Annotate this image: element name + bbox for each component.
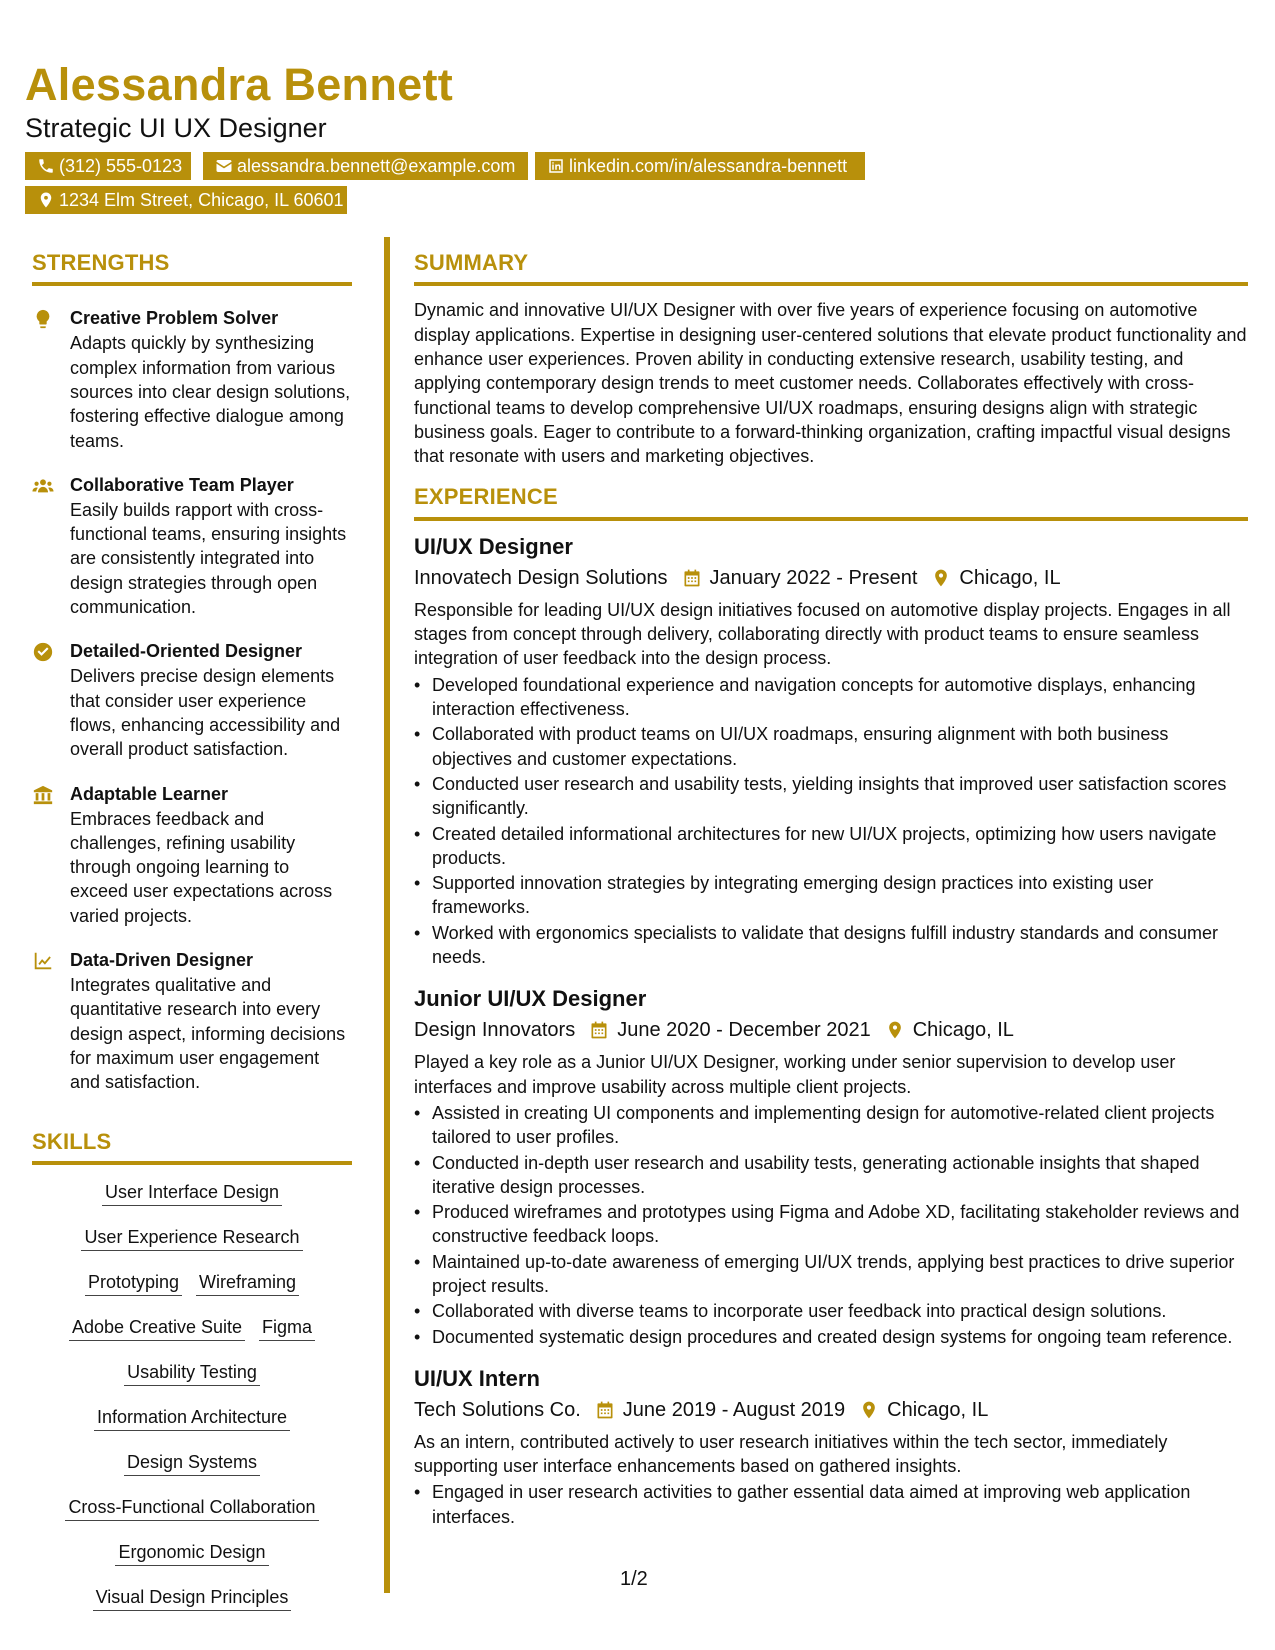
calendar-icon bbox=[682, 568, 702, 588]
job-dates: January 2022 - Present bbox=[709, 566, 918, 589]
skill-tag: Cross-Functional Collaboration bbox=[65, 1494, 318, 1521]
list-item: • Developed foundational experience and navigation concepts for automotive displays, enhancing interaction effectiveness. bbox=[414, 673, 1248, 722]
list-item: • Conducted in-depth user research and usability tests, generating actionable insights that shaped iterative design processes. bbox=[414, 1151, 1248, 1200]
linkedin-text: linkedin.com/in/alessandra-bennett bbox=[569, 156, 848, 176]
strength-title: Detailed-Oriented Designer bbox=[70, 641, 303, 662]
skill-row bbox=[32, 1314, 352, 1359]
phone-icon bbox=[37, 157, 55, 175]
email-text: alessandra.bennett@example.com bbox=[237, 156, 516, 176]
email-chip[interactable] bbox=[203, 152, 528, 180]
skill-tag: Usability Testing bbox=[124, 1359, 260, 1386]
job-description: Responsible for leading UI/UX design initiatives focused on automotive display projects. Engages in all stages from concept through delivery, collaborating directly with product teams to ensure seamless integration of user feedback into the design process. bbox=[414, 599, 1231, 669]
linkedin-chip[interactable] bbox=[535, 152, 865, 180]
skill-tag: Figma bbox=[259, 1314, 315, 1341]
job-dates: June 2019 - August 2019 bbox=[622, 1398, 846, 1421]
phone-text: (312) 555-0123 bbox=[59, 156, 183, 176]
list-item: • Documented systematic design procedures and created design systems for ongoing team reference. bbox=[414, 1325, 1248, 1349]
job-description: As an intern, contributed actively to user research initiatives within the tech sector, immediately supporting user interface enhancements based on gathered insights. bbox=[414, 1431, 1168, 1477]
strength-description: Integrates qualitative and quantitative research into every design aspect, informing decisions for maximum user engagement and satisfaction. bbox=[70, 975, 346, 1093]
skill-row bbox=[32, 1404, 352, 1449]
right-column bbox=[414, 250, 1248, 1529]
skill-row bbox=[32, 1179, 352, 1224]
job-title: UI/UX Designer bbox=[414, 533, 573, 559]
job-location: Chicago, IL bbox=[887, 1398, 989, 1421]
skill-row bbox=[32, 1269, 352, 1314]
job-bullets bbox=[414, 1101, 1248, 1349]
calendar-icon bbox=[589, 1020, 609, 1040]
skill-row bbox=[32, 1584, 352, 1629]
list-item: • Assisted in creating UI components and implementing design for automotive-related client projects tailored to user profiles. bbox=[414, 1101, 1248, 1150]
check-circle-icon bbox=[32, 641, 54, 663]
strength-title: Collaborative Team Player bbox=[70, 474, 294, 495]
envelope-icon bbox=[215, 157, 233, 175]
skill-row bbox=[32, 1494, 352, 1539]
strength-description: Adapts quickly by synthesizing complex information from various sources into clear design solutions, fostering effective dialogue among teams. bbox=[70, 333, 351, 451]
list-item: • Worked with ergonomics specialists to validate that designs fulfill industry standards and consumer needs. bbox=[414, 921, 1248, 970]
strength-item bbox=[32, 948, 352, 1094]
map-pin-icon bbox=[37, 191, 55, 209]
list-item: • Collaborated with product teams on UI/UX roadmaps, ensuring alignment with both business objectives and customer expectations. bbox=[414, 722, 1248, 771]
strength-item bbox=[32, 639, 352, 761]
job-title: UI/UX Intern bbox=[414, 1365, 540, 1391]
list-item: • Collaborated with diverse teams to incorporate user feedback into practical design solutions. bbox=[414, 1299, 1248, 1323]
strength-description: Easily builds rapport with cross-functional teams, ensuring insights are consistently integrated into design strategies through open communication. bbox=[70, 499, 347, 618]
column-divider bbox=[384, 237, 390, 1593]
skill-row bbox=[32, 1449, 352, 1494]
job-entry bbox=[414, 533, 1248, 969]
list-item: • Engaged in user research activities to gather essential data aimed at improving web application interfaces. bbox=[414, 1480, 1248, 1529]
skill-tag: Adobe Creative Suite bbox=[69, 1314, 245, 1341]
strength-title: Adaptable Learner bbox=[70, 783, 229, 804]
skill-tag: Visual Design Principles bbox=[93, 1584, 292, 1611]
skill-row bbox=[32, 1359, 352, 1404]
experience-heading: EXPERIENCE bbox=[414, 484, 1248, 520]
strength-item bbox=[32, 473, 352, 619]
chart-line-icon bbox=[32, 950, 54, 972]
job-description: Played a key role as a Junior UI/UX Designer, working under senior supervision to develop user interfaces and improve usability across multiple client projects. bbox=[414, 1052, 1176, 1097]
strength-item bbox=[32, 782, 352, 928]
institution-icon bbox=[32, 784, 54, 806]
list-item: • Created detailed informational architectures for new UI/UX projects, optimizing how users navigate products. bbox=[414, 822, 1248, 871]
list-item: • Produced wireframes and prototypes using Figma and Adobe XD, facilitating stakeholder reviews and constructive feedback loops. bbox=[414, 1200, 1248, 1249]
left-column bbox=[32, 250, 352, 1629]
skill-row bbox=[32, 1224, 352, 1269]
map-pin-icon bbox=[859, 1400, 879, 1420]
skill-tag: Information Architecture bbox=[94, 1404, 290, 1431]
phone-chip[interactable] bbox=[25, 152, 191, 180]
skill-tag: Design Systems bbox=[124, 1449, 260, 1476]
strength-title: Creative Problem Solver bbox=[70, 308, 279, 329]
job-bullets bbox=[414, 1480, 1248, 1529]
job-meta bbox=[414, 1015, 1248, 1045]
strength-item bbox=[32, 306, 352, 452]
summary-text: Dynamic and innovative UI/UX Designer with over five years of experience focusing on automotive display applications. Expertise in designing user-centered solutions that elevate product functionality and enhance user experiences. Proven ability in conducting extensive research, usability testing, and applying contemporary design trends to meet customer needs. Collaborates effectively with cross-functional teams to develop comprehensive UI/UX roadmaps, ensuring designs align with strategic business goals. Eager to contribute to a forward-thinking organization, crafting impactful visual designs that resonate with users and marketing objectives. bbox=[414, 300, 1247, 467]
strengths-heading: STRENGTHS bbox=[32, 250, 352, 286]
job-dates: June 2020 - December 2021 bbox=[617, 1019, 871, 1042]
skill-tag: Ergonomic Design bbox=[115, 1539, 268, 1566]
users-icon bbox=[32, 475, 54, 497]
skill-tag: Prototyping bbox=[85, 1269, 182, 1296]
skills-list bbox=[32, 1179, 352, 1629]
job-entry bbox=[414, 985, 1248, 1349]
job-bullets bbox=[414, 673, 1248, 970]
address-text: 1234 Elm Street, Chicago, IL 60601 bbox=[59, 190, 344, 210]
job-company: Tech Solutions Co. bbox=[414, 1398, 581, 1421]
skill-tag: User Interface Design bbox=[102, 1179, 282, 1206]
candidate-name: Alessandra Bennett bbox=[25, 59, 454, 110]
job-meta bbox=[414, 563, 1248, 593]
job-location: Chicago, IL bbox=[959, 566, 1061, 589]
skills-heading: SKILLS bbox=[32, 1129, 352, 1165]
calendar-icon bbox=[595, 1400, 615, 1420]
job-entry bbox=[414, 1365, 1248, 1529]
strength-title: Data-Driven Designer bbox=[70, 950, 254, 971]
job-company: Design Innovators bbox=[414, 1019, 576, 1042]
strength-description: Embraces feedback and challenges, refining usability through ongoing learning to exceed user expectations across varied projects. bbox=[70, 808, 333, 926]
map-pin-icon bbox=[931, 568, 951, 588]
job-company: Innovatech Design Solutions bbox=[414, 566, 668, 589]
skill-row bbox=[32, 1539, 352, 1584]
map-pin-icon bbox=[885, 1020, 905, 1040]
job-location: Chicago, IL bbox=[912, 1019, 1014, 1042]
job-meta bbox=[414, 1395, 1248, 1425]
skill-tag: Wireframing bbox=[196, 1269, 299, 1296]
lightbulb-icon bbox=[32, 308, 54, 330]
skill-tag: User Experience Research bbox=[81, 1224, 302, 1251]
candidate-headline: Strategic UI UX Designer bbox=[25, 113, 327, 143]
list-item: • Maintained up-to-date awareness of emerging UI/UX trends, applying best practices to drive superior project results. bbox=[414, 1250, 1248, 1299]
list-item: • Supported innovation strategies by integrating emerging design practices into existing user frameworks. bbox=[414, 871, 1248, 920]
strength-description: Delivers precise design elements that consider user experience flows, enhancing accessibility and overall product satisfaction. bbox=[70, 666, 341, 760]
linkedin-icon bbox=[547, 157, 565, 175]
job-title: Junior UI/UX Designer bbox=[414, 986, 647, 1012]
page-number: 1/2 bbox=[620, 1568, 648, 1590]
summary-heading: SUMMARY bbox=[414, 250, 1248, 286]
address-chip bbox=[25, 186, 347, 214]
list-item: • Conducted user research and usability tests, yielding insights that improved user satisfaction scores significantly. bbox=[414, 772, 1248, 821]
